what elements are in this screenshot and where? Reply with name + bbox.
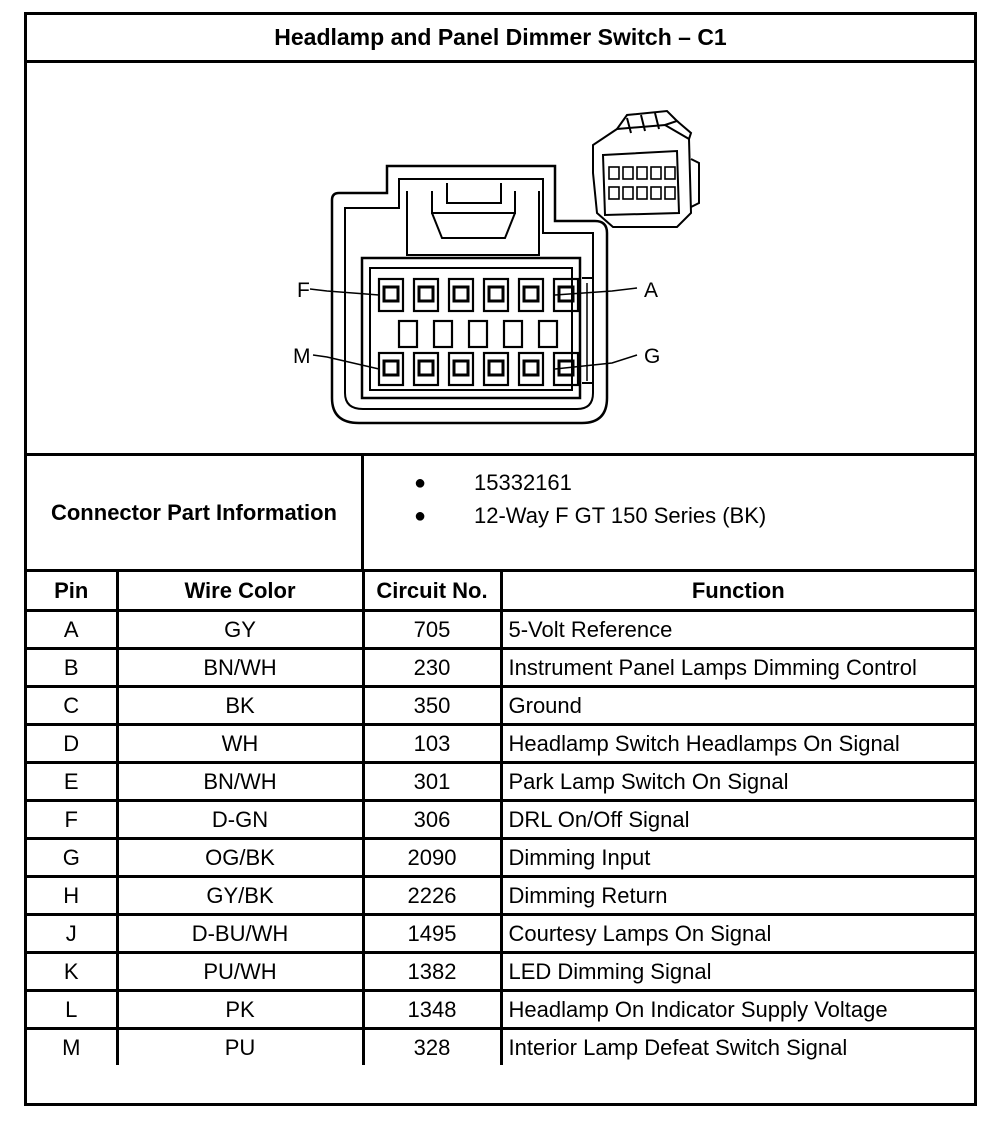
- middle-cavity: [539, 321, 557, 347]
- cell-function: DRL On/Off Signal: [501, 801, 974, 839]
- cell-circuit: 2090: [363, 839, 501, 877]
- info-item: [414, 470, 572, 496]
- table-row: [27, 1029, 974, 1066]
- cell-circuit: 1495: [363, 915, 501, 953]
- terminal-cavities: [379, 279, 578, 385]
- cell-circuit: 2226: [363, 877, 501, 915]
- pin-table-body: [27, 611, 974, 1066]
- connector-info-label: Connector Part Information: [27, 456, 364, 572]
- header-pin: Pin: [27, 572, 117, 611]
- terminal-cavity: [449, 279, 473, 311]
- terminal-cavity: [379, 279, 403, 311]
- terminal-cavity: [379, 353, 403, 385]
- cell-pin: D: [27, 725, 117, 763]
- bullet-icon: ●: [414, 471, 427, 494]
- cell-wire-color: OG/BK: [117, 839, 363, 877]
- middle-cavity: [399, 321, 417, 347]
- pin-label-m: M: [293, 345, 311, 368]
- cell-function: Dimming Input: [501, 839, 974, 877]
- table-row: [27, 915, 974, 953]
- table-row: [27, 991, 974, 1029]
- connector-description: 12-Way F GT 150 Series (BK): [474, 503, 767, 528]
- table-row: [27, 687, 974, 725]
- cell-wire-color: GY: [117, 611, 363, 649]
- leader-a: [555, 288, 637, 295]
- cell-circuit: 1382: [363, 953, 501, 991]
- pin-label-f: F: [297, 279, 310, 302]
- cell-pin: J: [27, 915, 117, 953]
- header-circuit: Circuit No.: [363, 572, 501, 611]
- table-header-row: [27, 572, 974, 611]
- table-row: [27, 877, 974, 915]
- cell-pin: B: [27, 649, 117, 687]
- table-row: [27, 725, 974, 763]
- cell-wire-color: BN/WH: [117, 649, 363, 687]
- cell-pin: C: [27, 687, 117, 725]
- page-title: Headlamp and Panel Dimmer Switch – C1: [27, 15, 974, 63]
- terminal-cavity: [484, 279, 508, 311]
- middle-cavity: [469, 321, 487, 347]
- cell-circuit: 350: [363, 687, 501, 725]
- table-row: [27, 649, 974, 687]
- cell-circuit: 328: [363, 1029, 501, 1066]
- cell-circuit: 306: [363, 801, 501, 839]
- connector-sheet: [24, 12, 977, 1106]
- cell-function: Instrument Panel Lamps Dimming Control: [501, 649, 974, 687]
- bullet-icon: ●: [414, 504, 427, 527]
- info-item: [414, 503, 766, 529]
- cell-circuit: 705: [363, 611, 501, 649]
- cell-function: 5-Volt Reference: [501, 611, 974, 649]
- cell-pin: G: [27, 839, 117, 877]
- cell-pin: A: [27, 611, 117, 649]
- cell-pin: K: [27, 953, 117, 991]
- table-row: [27, 953, 974, 991]
- pin-label-g: G: [644, 345, 661, 368]
- cell-function: Courtesy Lamps On Signal: [501, 915, 974, 953]
- table-row: [27, 763, 974, 801]
- cell-wire-color: PU: [117, 1029, 363, 1066]
- table-row: [27, 801, 974, 839]
- header-function: Function: [501, 572, 974, 611]
- header-wire-color: Wire Color: [117, 572, 363, 611]
- middle-cavity: [434, 321, 452, 347]
- cell-function: Park Lamp Switch On Signal: [501, 763, 974, 801]
- cell-wire-color: D-GN: [117, 801, 363, 839]
- cell-pin: L: [27, 991, 117, 1029]
- table-row: [27, 611, 974, 649]
- connector-3d-illustration: [593, 111, 699, 227]
- cell-function: Ground: [501, 687, 974, 725]
- cell-wire-color: PK: [117, 991, 363, 1029]
- terminal-cavity: [484, 353, 508, 385]
- cell-function: LED Dimming Signal: [501, 953, 974, 991]
- cell-wire-color: BN/WH: [117, 763, 363, 801]
- terminal-cavity: [414, 279, 438, 311]
- connector-info-list: [364, 456, 974, 572]
- cell-pin: E: [27, 763, 117, 801]
- pin-label-a: A: [644, 279, 659, 302]
- table-row: [27, 839, 974, 877]
- cell-wire-color: D-BU/WH: [117, 915, 363, 953]
- cell-wire-color: PU/WH: [117, 953, 363, 991]
- terminal-cavity: [414, 353, 438, 385]
- part-number: 15332161: [474, 470, 572, 495]
- cell-wire-color: GY/BK: [117, 877, 363, 915]
- cell-circuit: 230: [363, 649, 501, 687]
- cell-pin: H: [27, 877, 117, 915]
- cell-function: Headlamp On Indicator Supply Voltage: [501, 991, 974, 1029]
- pin-table: [27, 572, 974, 1065]
- cell-wire-color: BK: [117, 687, 363, 725]
- terminal-cavity: [449, 353, 473, 385]
- cell-circuit: 301: [363, 763, 501, 801]
- cell-wire-color: WH: [117, 725, 363, 763]
- terminal-cavity: [519, 353, 543, 385]
- cell-circuit: 103: [363, 725, 501, 763]
- cell-pin: M: [27, 1029, 117, 1066]
- cell-function: Dimming Return: [501, 877, 974, 915]
- connector-drawing: [27, 63, 974, 456]
- cell-circuit: 1348: [363, 991, 501, 1029]
- cell-pin: F: [27, 801, 117, 839]
- cell-function: Headlamp Switch Headlamps On Signal: [501, 725, 974, 763]
- terminal-cavity: [519, 279, 543, 311]
- middle-cavity: [504, 321, 522, 347]
- cell-function: Interior Lamp Defeat Switch Signal: [501, 1029, 974, 1066]
